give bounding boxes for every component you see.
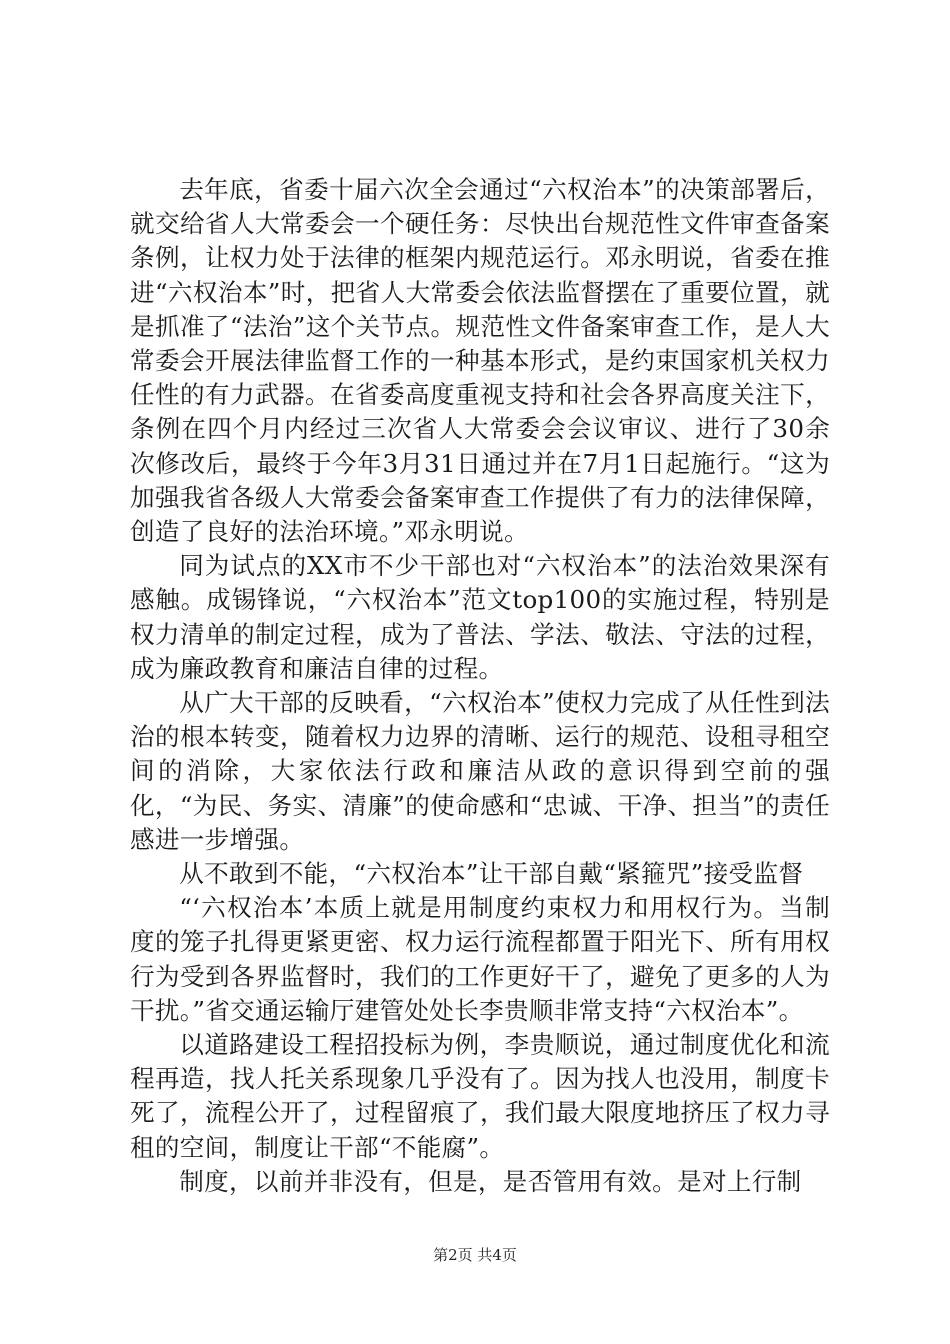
paragraph-4: “‘六权治本’本质上就是用制度约束权力和用权行为。当制度的笼子扎得更紧更密、权力运行流程都置于阳光下、所有用权行为受到各界监督时，我们的工作更好干了，避免了更多的人为干扰。”省交通运输厅建管处处长李贵顺非常支持“六权治本”。 [130, 893, 830, 1025]
paragraph-6: 制度，以前并非没有，但是，是否管用有效。是对上行制 [179, 1166, 802, 1196]
section-heading: 从不敢到不能，“六权治本”让干部自戴“紧箍咒”接受监督 [179, 859, 804, 889]
paragraph-1: 去年底，省委十届六次全会通过“六权治本”的决策部署后，就交给省人大常委会一个硬任务：尽快出台规范性文件审查备案条例，让权力处于法律的框架内规范运行。邓永明说，省委在推进“六权治本”时，把省人大常委会依法监督摆在了重要位置，就是抓准了“法治”这个关节点。规范性文件备案审查工作，是人大常委会开展法律监督工作的一种基本形式，是约束国家机关权力任性的有力武器。在省委高度重视支持和社会各界高度关注下，条例在四个月内经过三次省人大常委会会议审议、进行了30余次修改后，最终于今年3月31日通过并在7月1日起施行。“这为加强我省各级人大常委会备案审查工作提供了有力的法律保障，创造了良好的法治环境。”邓永明说。 [130, 175, 830, 547]
paragraph-2: 同为试点的XX市不少干部也对“六权治本”的法治效果深有感触。成锡锋说，“六权治本”范文top100的实施过程，特别是权力清单的制定过程，成为了普法、学法、敬法、守法的过程，成为廉政教育和廉洁自律的过程。 [130, 551, 830, 683]
document-body [130, 173, 830, 1199]
paragraph-3: 从广大干部的反映看，“六权治本”使权力完成了从任性到法治的根本转变，随着权力边界的清晰、运行的规范、设租寻租空间的消除，大家依法行政和廉洁从政的意识得到空前的强化，“为民、务实、清廉”的使命感和“忠诚、干净、担当”的责任感进一步增强。 [130, 688, 830, 854]
page-number-footer: 第2页 共4页 [433, 1246, 517, 1264]
paragraph-5: 以道路建设工程招投标为例，李贵顺说，通过制度优化和流程再造，找人托关系现象几乎没有了。因为找人也没用，制度卡死了，流程公开了，过程留痕了，我们最大限度地挤压了权力寻租的空间，制度让干部“不能腐”。 [130, 1030, 830, 1162]
